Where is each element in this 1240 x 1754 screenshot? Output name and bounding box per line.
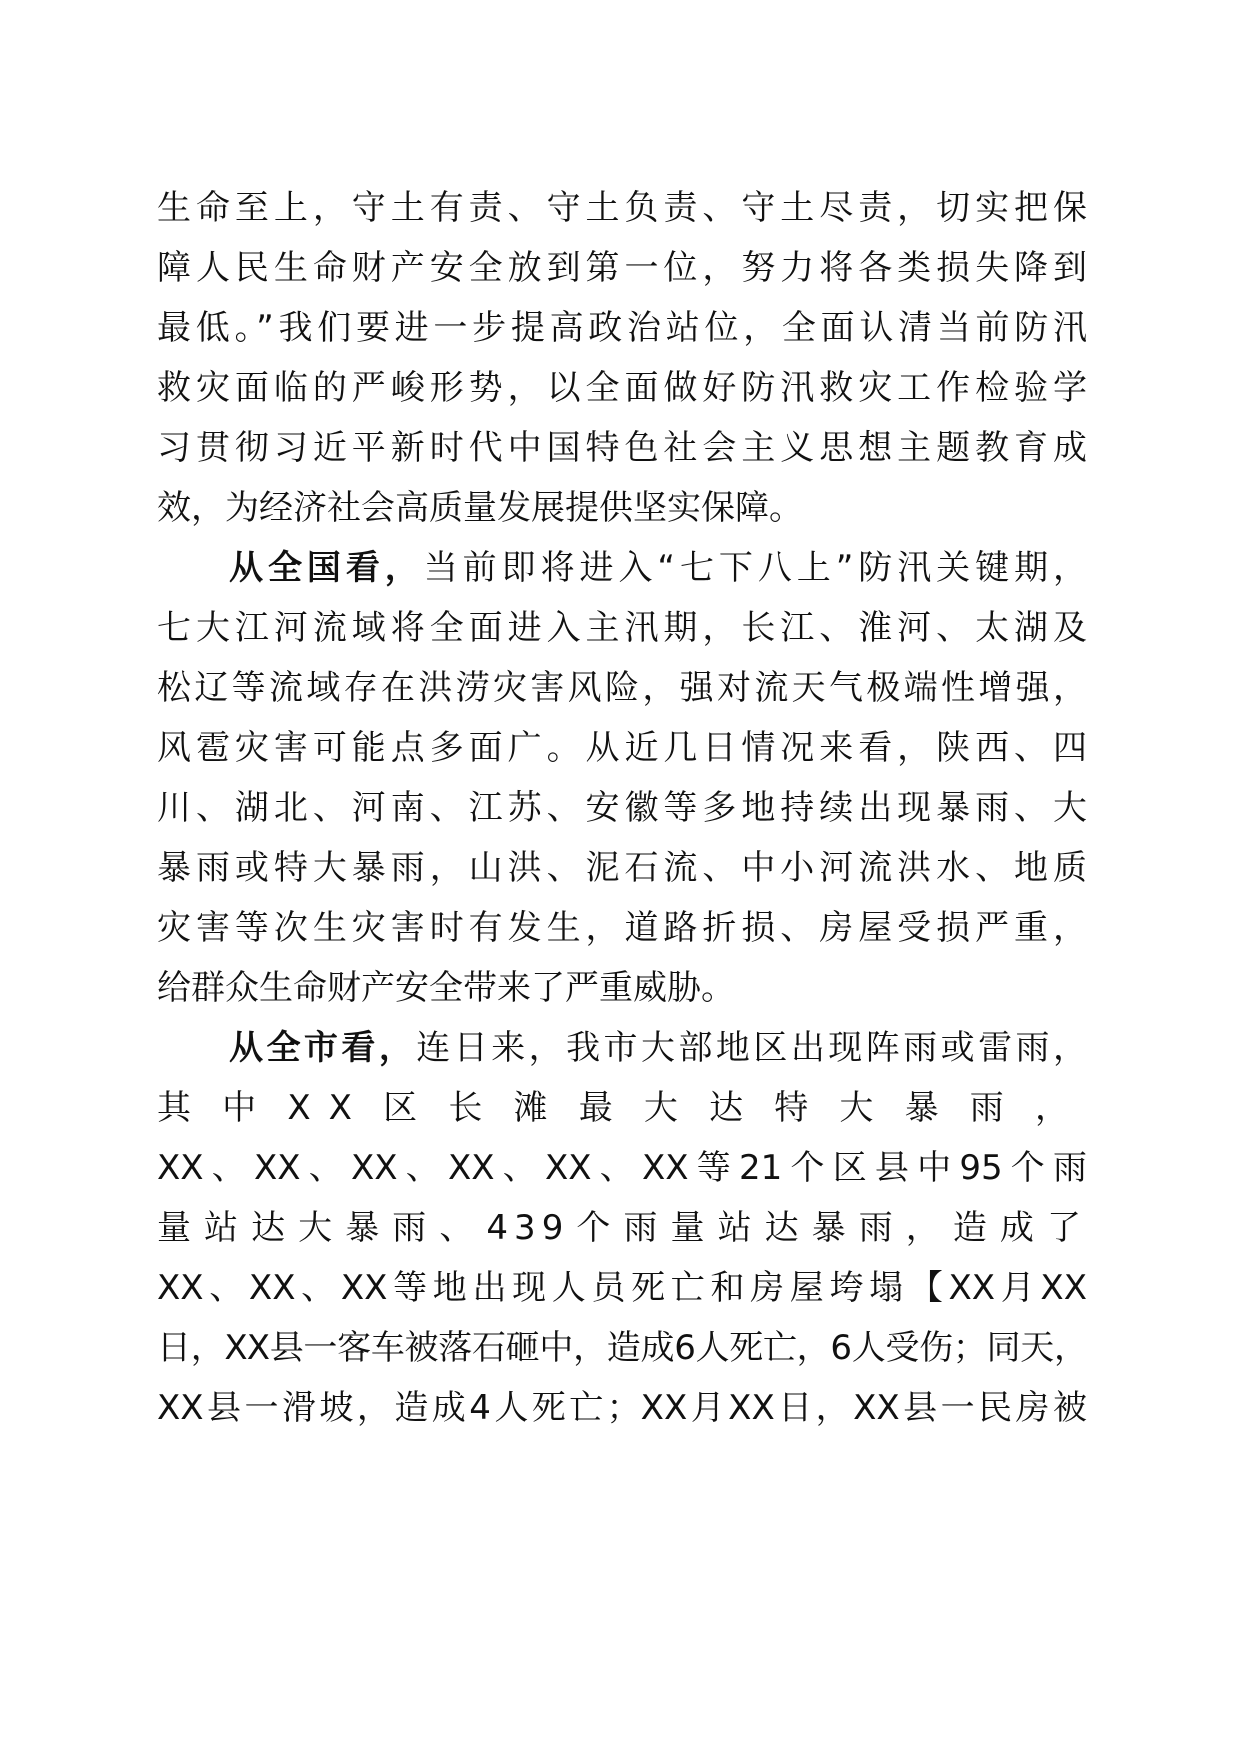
text-line: 其中XX区长滩最大达特大暴雨， <box>157 1088 1087 1128</box>
text-line: 灾害等次生灾害时有发生，道路折损、房屋受损严重， <box>157 908 1087 948</box>
text-line: 最低。”我们要进一步提高政治站位，全面认清当前防汛 <box>157 308 1087 348</box>
text-line: 风雹灾害可能点多面广。从近几日情况来看，陕西、四 <box>157 728 1087 768</box>
paragraph-lead-line <box>157 540 1087 596</box>
text-line: XX、XX、XX、XX、XX、XX等21个区县中95个雨 <box>157 1148 1087 1188</box>
text-line: 效，为经济社会高质量发展提供坚实保障。 <box>157 488 803 528</box>
paragraph-lead-bold: 从全国看， <box>229 548 424 588</box>
paragraph-lead-line <box>157 1020 1087 1076</box>
text-line: 川、湖北、河南、江苏、安徽等多地持续出现暴雨、大 <box>157 788 1087 828</box>
text-line: 习贯彻习近平新时代中国特色社会主义思想主题教育成 <box>157 428 1087 468</box>
text-line: XX、XX、XX等地出现人员死亡和房屋垮塌【XX月XX <box>157 1268 1087 1308</box>
text-line: 给群众生命财产安全带来了严重威胁。 <box>157 968 735 1008</box>
text-line: 暴雨或特大暴雨，山洪、泥石流、中小河流洪水、地质 <box>157 848 1087 888</box>
text-line: XX县一滑坡，造成4人死亡；XX月XX日，XX县一民房被 <box>157 1388 1087 1428</box>
text-line: 量站达大暴雨、439个雨量站达暴雨，造成了 <box>157 1208 1087 1248</box>
text-line: 生命至上，守土有责、守土负责、守土尽责，切实把保 <box>157 188 1087 228</box>
text-line: 日，XX县一客车被落石砸中，造成6人死亡，6人受伤；同天， <box>157 1328 1087 1368</box>
text-line: 救灾面临的严峻形势，以全面做好防汛救灾工作检验学 <box>157 368 1087 408</box>
text-line: 障人民生命财产安全放到第一位，努力将各类损失降到 <box>157 248 1087 288</box>
text-line: 七大江河流域将全面进入主汛期，长江、淮河、太湖及 <box>157 608 1087 648</box>
paragraph-lead-bold: 从全市看， <box>229 1028 417 1068</box>
text-line: 松辽等流域存在洪涝灾害风险，强对流天气极端性增强， <box>157 668 1087 708</box>
paragraph-lead-rest: 当前即将进入“七下八上”防汛关键期， <box>423 548 1088 588</box>
paragraph-lead-rest: 连日来，我市大部地区出现阵雨或雷雨， <box>416 1028 1088 1068</box>
